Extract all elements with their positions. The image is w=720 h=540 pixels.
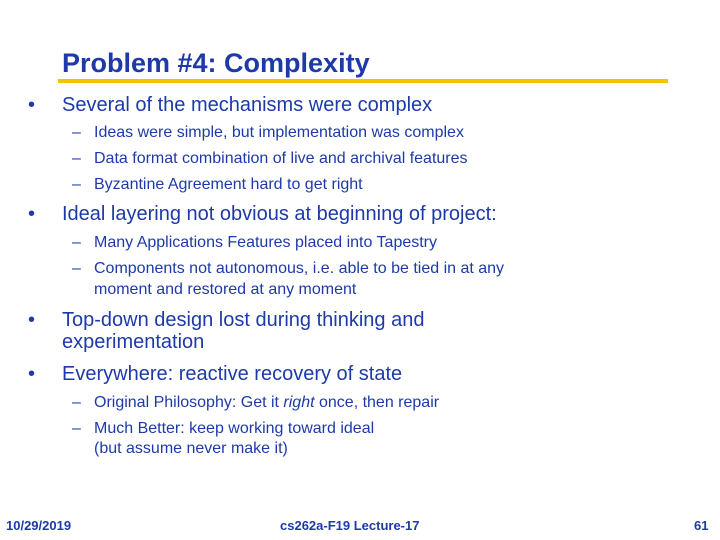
sub-bullet-1-2 bbox=[72, 150, 468, 168]
bullet-dot: • bbox=[28, 363, 36, 385]
sub-dash: – bbox=[72, 234, 81, 251]
sub-bullet-2-1-text: Many Applications Features placed into Tapestry bbox=[94, 234, 438, 251]
sub-bullet-2-2 bbox=[72, 260, 505, 278]
sub-bullet-4-1-after: once, then repair bbox=[314, 394, 440, 411]
bullet-dot: • bbox=[28, 94, 36, 116]
sub-bullet-4-2-cont bbox=[94, 440, 288, 458]
footer-course: cs262a-F19 Lecture-17 bbox=[280, 518, 420, 533]
sub-bullet-1-1-text: Ideas were simple, but implementation was complex bbox=[94, 124, 464, 141]
bullet-3-cont-text: experimentation bbox=[62, 331, 205, 353]
sub-bullet-2-2-cont bbox=[94, 281, 356, 299]
bullet-2 bbox=[28, 203, 497, 226]
sub-bullet-1-3 bbox=[72, 176, 363, 194]
sub-bullet-4-2 bbox=[72, 420, 375, 438]
title-underline bbox=[58, 79, 668, 83]
sub-bullet-1-1 bbox=[72, 124, 464, 142]
sub-dash: – bbox=[72, 260, 81, 277]
bullet-3-text: Top-down design lost during thinking and bbox=[62, 309, 425, 331]
bullet-4 bbox=[28, 363, 403, 386]
sub-dash: – bbox=[72, 420, 81, 437]
sub-bullet-1-2-text: Data format combination of live and archival features bbox=[94, 150, 468, 167]
bullet-1-text: Several of the mechanisms were complex bbox=[62, 94, 433, 116]
sub-bullet-4-1-before: Original Philosophy: Get it bbox=[94, 394, 284, 411]
bullet-4-text: Everywhere: reactive recovery of state bbox=[62, 363, 403, 385]
sub-bullet-4-1-emphasis: right bbox=[283, 394, 315, 411]
bullet-3-cont bbox=[62, 331, 204, 354]
bullet-1 bbox=[28, 94, 433, 117]
sub-bullet-4-1 bbox=[72, 394, 440, 412]
footer-page-number: 61 bbox=[694, 518, 709, 533]
sub-bullet-2-2-text: Components not autonomous, i.e. able to be tied in at any bbox=[94, 260, 505, 277]
sub-dash: – bbox=[72, 124, 81, 141]
slide-title: Problem #4: Complexity bbox=[62, 48, 370, 78]
sub-dash: – bbox=[72, 150, 81, 167]
sub-bullet-1-3-text: Byzantine Agreement hard to get right bbox=[94, 176, 363, 193]
sub-dash: – bbox=[72, 394, 81, 411]
sub-bullet-2-1 bbox=[72, 234, 438, 252]
sub-dash: – bbox=[72, 176, 81, 193]
bullet-3 bbox=[28, 309, 425, 332]
bullet-dot: • bbox=[28, 203, 36, 225]
sub-bullet-2-2-cont-text: moment and restored at any moment bbox=[94, 281, 357, 298]
footer-date: 10/29/2019 bbox=[6, 518, 72, 533]
sub-bullet-4-2-text: Much Better: keep working toward ideal bbox=[94, 420, 375, 437]
bullet-2-text: Ideal layering not obvious at beginning of project: bbox=[62, 203, 497, 225]
sub-bullet-4-2-cont-text: (but assume never make it) bbox=[94, 440, 288, 457]
bullet-dot: • bbox=[28, 309, 36, 331]
